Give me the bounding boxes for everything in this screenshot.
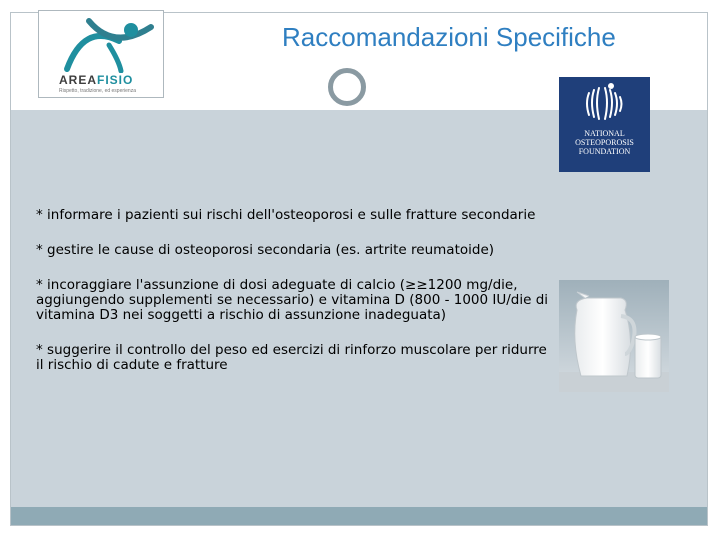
nof-logo — [559, 77, 650, 172]
bullet-item-3: * incoraggiare l'assunzione di dosi adeguate di calcio (≥≥1200 mg/die, aggiungendo supplementi se necessario) e vitamina D (800 - 1000 IU/die di vitamina D3 nei soggetti a rischio di assunzione inadeguata) — [36, 277, 549, 323]
areafisio-logo — [38, 10, 164, 98]
logo-tagline: Rispetto, tradizione, ed esperienza — [59, 88, 136, 94]
bullet-item-2: * gestire le cause di osteoporosi secondaria (es. artrite reumatoide) — [36, 242, 495, 258]
bullet-item-4: * suggerire il controllo del peso ed esercizi di rinforzo muscolare per ridurre il rischio di cadute e fratture — [36, 342, 547, 373]
logo-word-part1: AREA — [59, 73, 98, 87]
milk-image — [559, 280, 669, 392]
nof-line-3: FOUNDATION — [578, 147, 631, 156]
areafisio-logo-icon — [39, 11, 163, 73]
nof-line-2: OSTEOPOROSIS — [575, 138, 634, 147]
logo-wordmark — [59, 73, 133, 87]
bullet-item-1: * informare i pazienti sui rischi dell'osteoporosi e sulle fratture secondarie — [36, 207, 536, 223]
bullet-list — [36, 208, 556, 393]
ring-icon — [328, 68, 366, 106]
nof-line-1: NATIONAL — [584, 129, 625, 138]
footer-bar — [11, 507, 707, 525]
nof-text — [559, 129, 650, 156]
milk-jug-icon — [559, 280, 669, 392]
logo-word-part2: FISIO — [97, 73, 134, 87]
slide-title: Raccomandazioni Specifiche — [282, 22, 616, 52]
nof-logo-icon — [559, 77, 650, 129]
